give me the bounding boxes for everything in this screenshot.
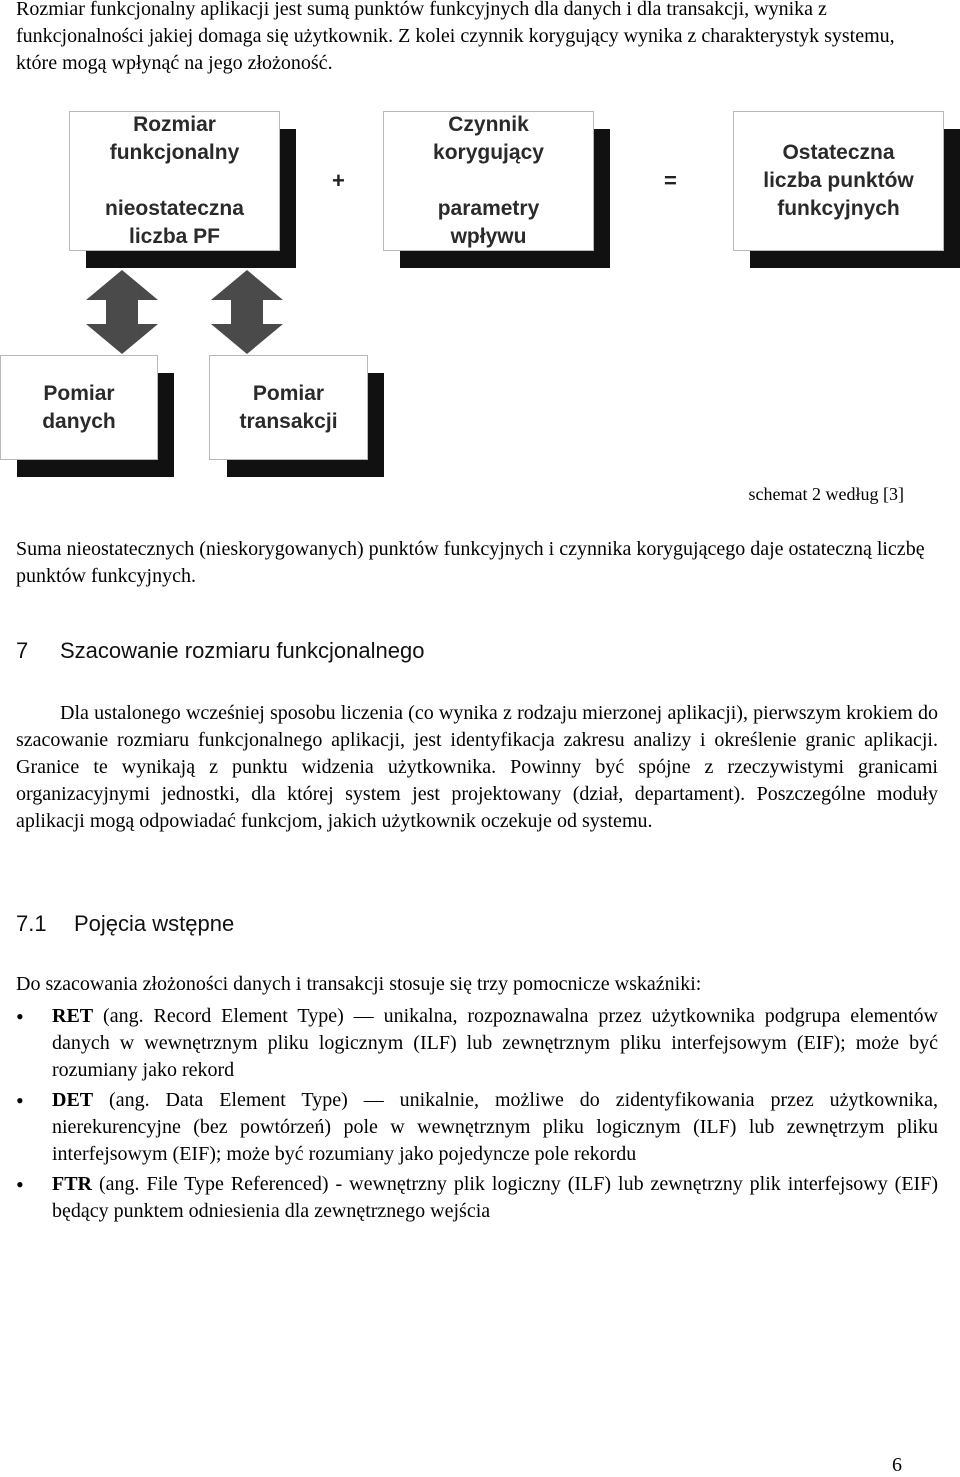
double-arrow-icon [209, 268, 285, 356]
section-number: 7 [16, 638, 29, 663]
box-line: wpływu [450, 225, 527, 248]
section-title: Pojęcia wstępne [74, 911, 235, 936]
equals-operator: = [664, 168, 677, 193]
term: RET [52, 1005, 94, 1027]
box-data-measure [0, 355, 158, 460]
diagram-caption: schemat 2 według [3] [748, 484, 904, 504]
section-title: Szacowanie rozmiaru funkcjonalnego [60, 638, 425, 663]
bullet-icon: • [16, 1004, 24, 1029]
definition: (ang. Data Element Type) ― unikalnie, możliwe do zidentyfikowania przez użytkownika, nierekurencyjne (bez powtórzeń) pole w wewnętrznym pliku logicznym (ILF) lub zewnętrzym pliku interfejsowym (EIF); może być rozumiany jako pojedyncze pole rekordu [52, 1089, 938, 1165]
list-item [16, 1087, 938, 1168]
term: FTR [52, 1173, 92, 1195]
definition: (ang. Record Element Type) ― unikalna, rozpoznawalna przez użytkownika podgrupa elementów danych w wewnętrznym pliku logicznym (ILF) lub zewnętrznym pliku interfejsowym (EIF); może być rozumiany jako rekord [52, 1005, 938, 1081]
section-7-heading [16, 638, 424, 664]
box-line: Pomiar [252, 381, 325, 405]
box-functional-size [69, 111, 280, 251]
box-line: nieostateczna [105, 197, 244, 220]
box-transaction-measure [209, 355, 368, 460]
bullet-icon: • [16, 1172, 24, 1197]
definition: (ang. File Type Referenced) - wewnętrzny plik logiczny (ILF) lub zewnętrzny plik interfejsowy (EIF) będący punktem odniesienia dla zewnętrznego wejścia [52, 1173, 938, 1222]
definition-list [16, 1003, 938, 1228]
list-item [16, 1003, 938, 1084]
double-arrow-icon [84, 268, 160, 356]
section-7-1-intro: Do szacowania złożoności danych i transakcji stosuje się trzy pomocnicze wskaźniki: [16, 973, 702, 995]
section-number: 7.1 [16, 911, 47, 936]
bullet-icon: • [16, 1088, 24, 1113]
box-line: transakcji [239, 409, 338, 433]
summary-paragraph: Suma nieostatecznych (nieskorygowanych) punktów funkcyjnych i czynnika korygującego daje ostateczną liczbę punktów funkcyjnych. [16, 538, 925, 587]
plus-operator: + [332, 168, 345, 193]
section-7-1-heading [16, 911, 234, 937]
box-line: Rozmiar [133, 113, 216, 136]
page-number: 6 [892, 1454, 902, 1476]
box-line: Pomiar [43, 381, 115, 405]
box-line: parametry [437, 197, 540, 220]
term: DET [52, 1089, 94, 1111]
intro-paragraph: Rozmiar funkcjonalny aplikacji jest sumą punktów funkcyjnych dla danych i dla transakcji, wynika z funkcjonalności jakiej domaga się użytkownik. Z kolei czynnik korygujący wynika z charakterystyk systemu, które mogą wpłynąć na jego złożoność. [16, 0, 895, 74]
box-line: funkcjonalny [109, 141, 240, 164]
box-line: liczba punktów [763, 169, 914, 192]
box-line: funkcyjnych [777, 197, 900, 220]
box-line: danych [42, 409, 116, 433]
box-line: Czynnik [448, 113, 529, 136]
section-7-paragraph: Dla ustalonego wcześniej sposobu liczenia (co wynika z rodzaju mierzonej aplikacji), pierwszym krokiem do szacowanie rozmiaru funkcjonalnego aplikacji, jest identyfikacja zakresu analizy i określenie granic aplikacji. Granice te wynikają z punktu widzenia użytkownika. Powinny być spójne z rzeczywistymi granicami organizacyjnymi jednostki, dla której system jest projektowany (dział, departament). Poszczególne moduły aplikacji mogą odpowiadać funkcjom, jakich użytkownik oczekuje od systemu. [16, 702, 938, 832]
box-line: liczba PF [128, 225, 221, 248]
list-item [16, 1171, 938, 1225]
box-adjustment-factor [383, 111, 594, 251]
box-final-fp [733, 111, 944, 251]
box-line: Ostateczna [782, 141, 895, 164]
box-line: korygujący [433, 141, 544, 164]
